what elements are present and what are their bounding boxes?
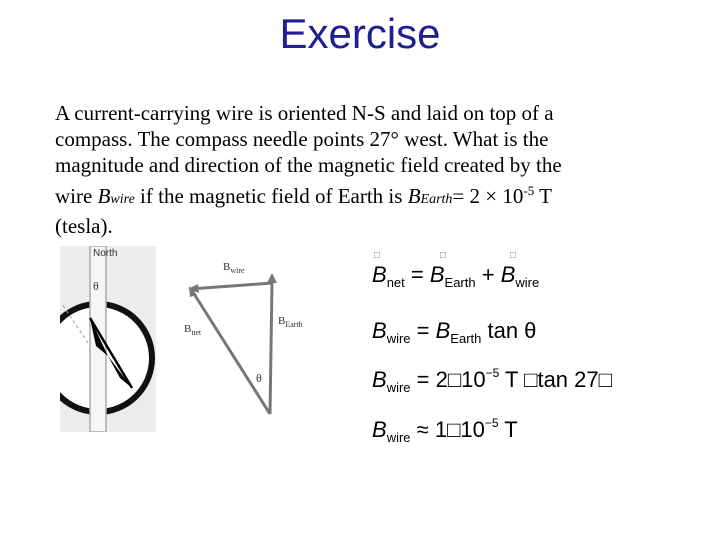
vector-earth — [270, 283, 272, 414]
text-line-4: wire Bwire if the magnetic field of Earth is BEarth= $2 \times 10^{-5}$ T — [55, 183, 552, 208]
equation-3: $B_{wire}$ = $2□10^{-5}$ T □tan 27□ — [372, 366, 612, 395]
text-line-1: A current-carrying wire is oriented N-S and laid on top of a — [55, 101, 554, 125]
equation-1: $B_{net} = B_{Earth} + B_{wire}$ □ □ □ — [372, 250, 540, 290]
equation-4: $B_{wire}$ ≈ $1□10^{-5}$ T — [372, 416, 518, 445]
slide-title: Exercise — [279, 10, 441, 57]
text-line-3: magnitude and direction of the magnetic field created by the — [55, 153, 562, 177]
text-line-2: compass. The compass needle points 27° west. What is the — [55, 127, 549, 151]
equation-2: $B_{wire} = B_{Earth}$ tan θ — [372, 318, 537, 346]
problem-text — [55, 100, 655, 239]
compass-vector-figure — [60, 246, 318, 432]
compass-theta: θ — [93, 279, 99, 293]
equations — [372, 252, 672, 452]
label-b-net: $B_{net}$ — [184, 323, 202, 337]
label-b-earth: $B_{Earth}$ — [278, 315, 303, 329]
triangle-theta: θ — [256, 371, 262, 385]
north-label: North — [93, 248, 118, 259]
label-b-wire: $B_{wire}$ — [223, 261, 245, 275]
text-line-5: (tesla). — [55, 214, 113, 238]
figure-svg — [60, 246, 318, 432]
